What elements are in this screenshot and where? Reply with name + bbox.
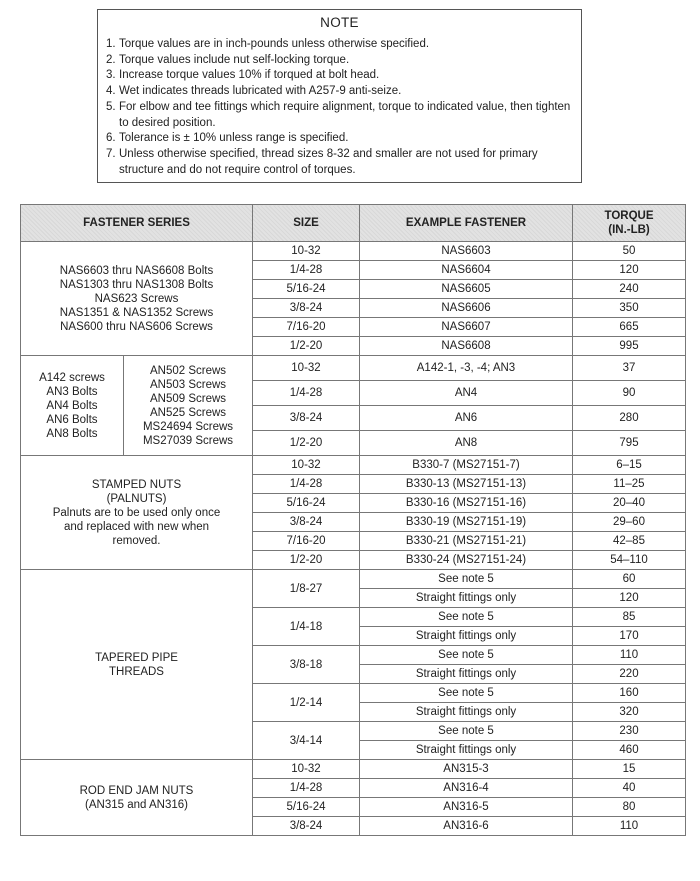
cell-size: 10-32 (253, 242, 360, 261)
desc-line: NAS1351 & NAS1352 Screws (59, 306, 214, 319)
cell-torque: 320 (573, 703, 686, 722)
header-example-fastener: EXAMPLE FASTENER (360, 205, 573, 242)
desc-line: ROD END JAM NUTS (79, 784, 194, 797)
note-number: 1. (106, 38, 116, 50)
cell-torque: 85 (573, 608, 686, 627)
cell-example: AN316-4 (360, 779, 573, 798)
desc-line: AN525 Screws (149, 406, 227, 419)
table-row (21, 242, 686, 261)
cell-example: AN315-3 (360, 760, 573, 779)
cell-example: NAS6605 (360, 280, 573, 299)
cell-example: See note 5 (360, 646, 573, 665)
cell-torque: 230 (573, 722, 686, 741)
table-header-row (21, 205, 686, 242)
cell-torque: 37 (573, 356, 686, 381)
cell-example: See note 5 (360, 722, 573, 741)
cell-example: AN316-5 (360, 798, 573, 817)
cell-size: 1/8-27 (253, 570, 360, 608)
cell-example: B330-7 (MS27151-7) (360, 456, 573, 475)
cell-size: 3/8-24 (253, 299, 360, 318)
cell-example: See note 5 (360, 570, 573, 589)
header-torque (573, 205, 686, 242)
cell-torque: 665 (573, 318, 686, 337)
cell-torque: 90 (573, 381, 686, 406)
cell-example: Straight fittings only (360, 627, 573, 646)
cell-torque: 460 (573, 741, 686, 760)
cell-example: A142-1, -3, -4; AN3 (360, 356, 573, 381)
note-text: Torque values are in inch-pounds unless otherwise specified. (119, 38, 430, 50)
group4-description (21, 570, 253, 760)
cell-example: NAS6608 (360, 337, 573, 356)
cell-size: 1/4-28 (253, 779, 360, 798)
cell-torque: 995 (573, 337, 686, 356)
cell-size: 1/4-28 (253, 475, 360, 494)
cell-example: Straight fittings only (360, 589, 573, 608)
desc-line: AN8 Bolts (46, 427, 98, 440)
desc-line: AN509 Screws (149, 392, 227, 405)
table-row (21, 456, 686, 475)
note-item (106, 147, 573, 178)
cell-example: NAS6603 (360, 242, 573, 261)
cell-example: B330-24 (MS27151-24) (360, 551, 573, 570)
cell-size: 3/8-24 (253, 817, 360, 836)
desc-line: MS24694 Screws (142, 420, 234, 433)
cell-torque: 350 (573, 299, 686, 318)
cell-torque: 40 (573, 779, 686, 798)
table-row (21, 570, 686, 589)
cell-torque: 29–60 (573, 513, 686, 532)
cell-torque: 20–40 (573, 494, 686, 513)
cell-size: 1/2-20 (253, 551, 360, 570)
note-item (106, 100, 573, 131)
table-row (21, 356, 686, 381)
header-fastener-series: FASTENER SERIES (21, 205, 253, 242)
note-number: 2. (106, 53, 116, 66)
cell-torque: 110 (573, 646, 686, 665)
cell-size: 10-32 (253, 760, 360, 779)
cell-example: Straight fittings only (360, 703, 573, 722)
cell-size: 7/16-20 (253, 532, 360, 551)
group3-description (21, 456, 253, 570)
cell-example: B330-16 (MS27151-16) (360, 494, 573, 513)
cell-size: 3/8-18 (253, 646, 360, 684)
cell-torque: 120 (573, 261, 686, 280)
group1-description (21, 242, 253, 356)
note-text: Wet indicates threads lubricated with A257-9 anti-seize. (119, 85, 402, 98)
cell-torque: 110 (573, 817, 686, 836)
cell-torque: 170 (573, 627, 686, 646)
note-item (106, 37, 573, 53)
cell-example: See note 5 (360, 684, 573, 703)
cell-size: 3/4-14 (253, 722, 360, 760)
desc-line: (PALNUTS) (106, 492, 167, 505)
note-number: 3. (106, 69, 116, 82)
cell-example: AN6 (360, 406, 573, 431)
desc-line: AN3 Bolts (46, 385, 98, 398)
header-torque-line2: (IN.-LB) (608, 224, 650, 236)
desc-line: NAS6603 thru NAS6608 Bolts (59, 264, 214, 277)
cell-torque: 160 (573, 684, 686, 703)
table-row (21, 760, 686, 779)
cell-torque: 280 (573, 406, 686, 431)
torque-table (20, 204, 686, 836)
group2-description-left (21, 356, 124, 456)
desc-line: AN4 Bolts (46, 399, 98, 412)
desc-line: AN503 Screws (149, 378, 227, 391)
group2-description-right (124, 356, 253, 456)
cell-size: 1/4-28 (253, 381, 360, 406)
note-item (106, 84, 573, 100)
cell-size: 5/16-24 (253, 280, 360, 299)
note-item (106, 131, 573, 147)
cell-size: 7/16-20 (253, 318, 360, 337)
desc-line: NAS1303 thru NAS1308 Bolts (59, 278, 214, 291)
cell-example: See note 5 (360, 608, 573, 627)
cell-size: 5/16-24 (253, 494, 360, 513)
desc-line: removed. (112, 534, 161, 547)
desc-line: THREADS (109, 665, 164, 678)
cell-torque: 15 (573, 760, 686, 779)
cell-torque: 11–25 (573, 475, 686, 494)
note-number: 5. (106, 100, 116, 113)
desc-line: A142 screws (39, 371, 105, 384)
note-box (97, 9, 582, 183)
cell-example: NAS6604 (360, 261, 573, 280)
desc-line: (AN315 and AN316) (85, 798, 188, 811)
desc-line: NAS623 Screws (94, 292, 179, 305)
cell-torque: 54–110 (573, 551, 686, 570)
cell-size: 1/2-14 (253, 684, 360, 722)
desc-line: and replaced with new when (63, 520, 210, 533)
cell-size: 1/4-28 (253, 261, 360, 280)
cell-torque: 80 (573, 798, 686, 817)
note-text: Torque values include nut self-locking torque. (119, 53, 350, 66)
note-text: Tolerance is ± 10% unless range is specified. (119, 132, 349, 145)
cell-size: 1/4-18 (253, 608, 360, 646)
note-item (106, 68, 573, 84)
note-number: 6. (106, 132, 116, 145)
cell-size: 10-32 (253, 456, 360, 475)
note-number: 7. (106, 147, 116, 160)
cell-size: 1/2-20 (253, 431, 360, 456)
cell-size: 3/8-24 (253, 406, 360, 431)
note-item (106, 53, 573, 69)
note-title: NOTE (320, 15, 359, 30)
cell-example: Straight fittings only (360, 665, 573, 684)
desc-line: NAS600 thru NAS606 Screws (60, 320, 213, 333)
cell-torque: 795 (573, 431, 686, 456)
desc-line: STAMPED NUTS (91, 478, 182, 491)
cell-torque: 6–15 (573, 456, 686, 475)
cell-torque: 42–85 (573, 532, 686, 551)
note-text: For elbow and tee fittings which require alignment, torque to indicated value, then tighten to desired position. (119, 100, 571, 129)
desc-line: MS27039 Screws (142, 434, 234, 447)
cell-size: 1/2-20 (253, 337, 360, 356)
cell-torque: 240 (573, 280, 686, 299)
desc-line: Palnuts are to be used only once (52, 506, 221, 519)
cell-size: 10-32 (253, 356, 360, 381)
cell-torque: 50 (573, 242, 686, 261)
desc-line: TAPERED PIPE (95, 651, 178, 664)
header-torque-line1: TORQUE (604, 210, 654, 222)
note-number: 4. (106, 85, 116, 98)
group5-description (21, 760, 253, 836)
cell-example: B330-19 (MS27151-19) (360, 513, 573, 532)
cell-torque: 220 (573, 665, 686, 684)
cell-example: B330-13 (MS27151-13) (360, 475, 573, 494)
desc-line: AN6 Bolts (46, 413, 98, 426)
cell-size: 3/8-24 (253, 513, 360, 532)
cell-example: AN316-6 (360, 817, 573, 836)
note-text: Unless otherwise specified, thread sizes 8-32 and smaller are not used for primary structure and do not require control of torques. (119, 147, 538, 176)
cell-example: AN4 (360, 381, 573, 406)
cell-torque: 120 (573, 589, 686, 608)
cell-torque: 60 (573, 570, 686, 589)
header-size: SIZE (253, 205, 360, 242)
note-list (106, 37, 573, 178)
cell-example: NAS6606 (360, 299, 573, 318)
cell-size: 5/16-24 (253, 798, 360, 817)
desc-line: AN502 Screws (149, 364, 227, 377)
note-text: Increase torque values 10% if torqued at bolt head. (119, 69, 380, 82)
cell-example: AN8 (360, 431, 573, 456)
cell-example: B330-21 (MS27151-21) (360, 532, 573, 551)
cell-example: Straight fittings only (360, 741, 573, 760)
cell-example: NAS6607 (360, 318, 573, 337)
